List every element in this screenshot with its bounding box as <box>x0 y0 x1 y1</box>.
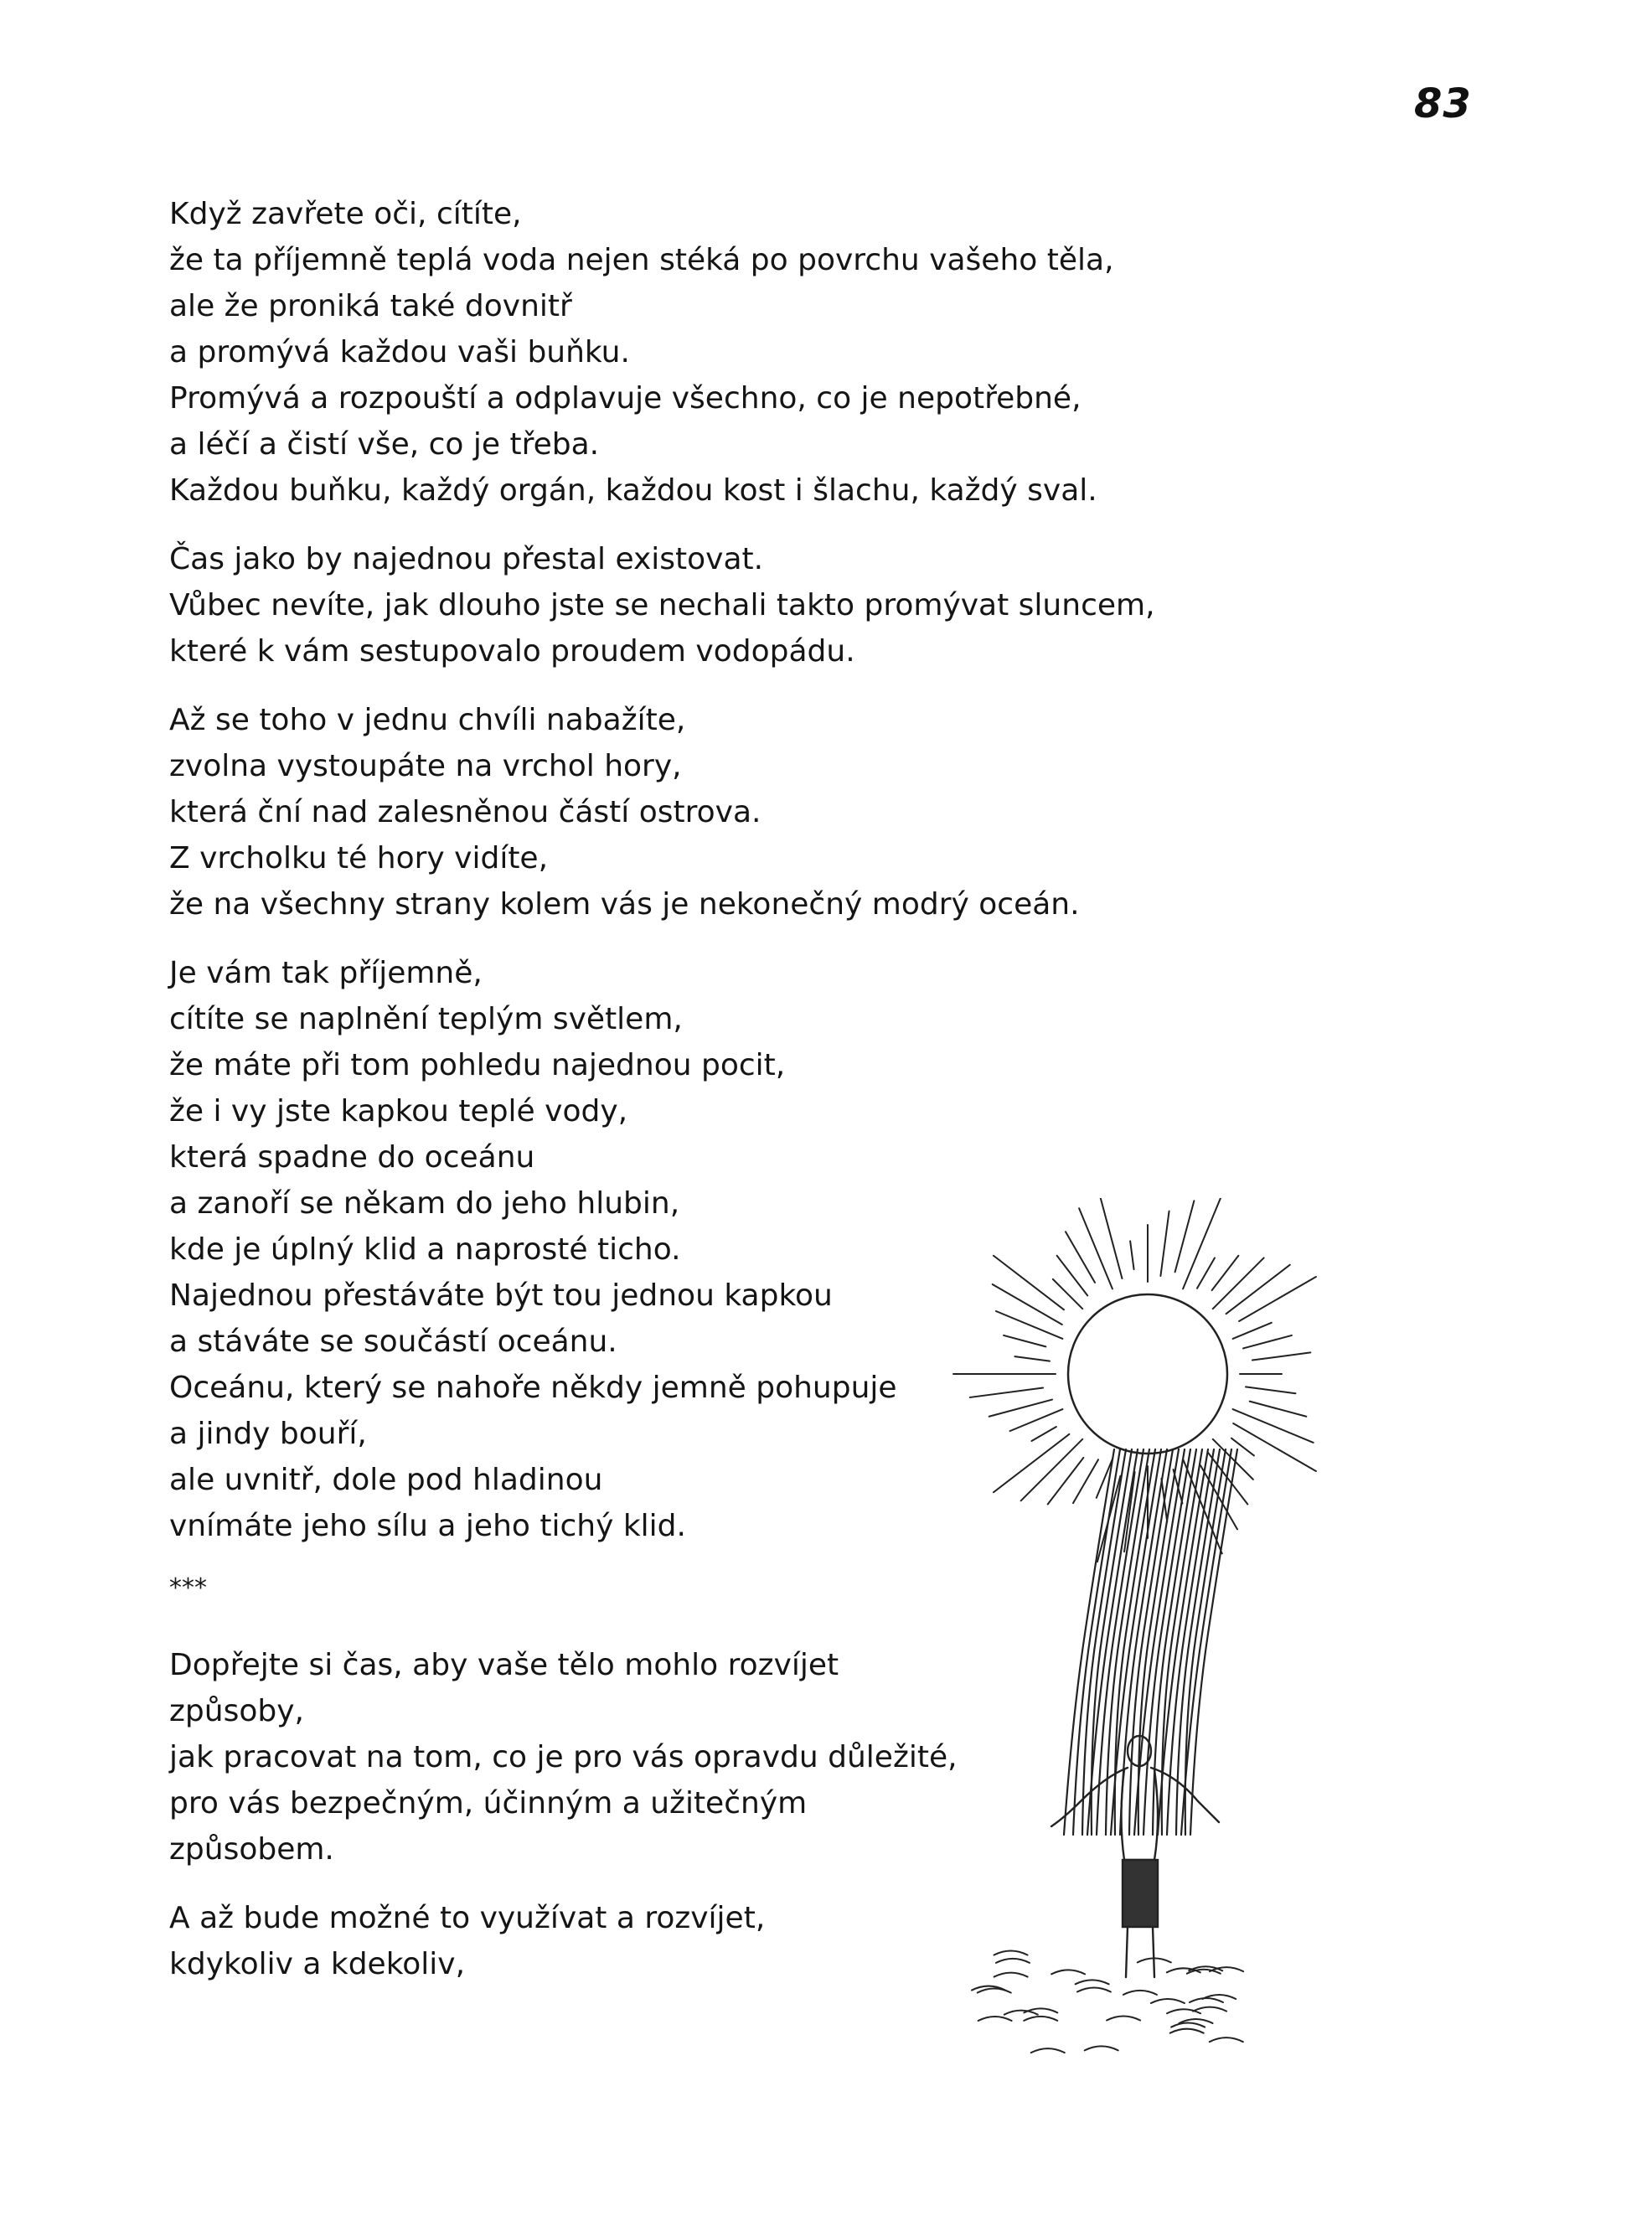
sun-ray-stroke <box>993 1284 1062 1325</box>
splash-stroke <box>1004 2011 1038 2015</box>
splash-stroke <box>1170 2029 1204 2033</box>
waterfall-stroke <box>1185 1449 1226 1835</box>
poem-line: Když zavřete oči, cítíte, <box>169 197 522 231</box>
waterfall-stroke <box>1190 1449 1237 1835</box>
sun-ray-stroke <box>1079 1208 1113 1289</box>
splash-stroke <box>1085 2046 1118 2050</box>
poem-line: Najednou přestáváte být tou jednou kapkou <box>169 1278 833 1313</box>
poem-line: že ta příjemně teplá voda nejen stéká po povrchu vašeho těla, <box>169 243 1114 277</box>
sun-ray-stroke <box>1048 1458 1084 1505</box>
page-number: 83 <box>1414 80 1472 127</box>
sun-ray-stroke <box>1213 1258 1264 1309</box>
poem-line: které k vám sestupovalo proudem vodopádu. <box>169 634 855 669</box>
sun-ray-stroke <box>1031 1427 1056 1441</box>
poem-line: Dopřejte si čas, aby vaše tělo mohlo rozvíjet <box>169 1648 839 1682</box>
poem-line: že i vy jste kapkou teplé vody, <box>169 1094 628 1128</box>
sun-waterfall-illustration-icon <box>938 1198 1491 2153</box>
poem-line: jak pracovat na tom, co je pro vás opravdu důležité, <box>169 1740 958 1774</box>
splash-stroke <box>1024 2017 1057 2021</box>
poem-line: a jindy bouří, <box>169 1417 367 1451</box>
sun-ray-stroke <box>996 1311 1062 1339</box>
section-separator: *** <box>169 1573 207 1603</box>
splash-stroke <box>994 1973 1028 1977</box>
sun-ray-stroke <box>1183 1198 1222 1289</box>
poem-line: ale že proniká také dovnitř <box>169 289 572 323</box>
poem-line: Je vám tak příjemně, <box>169 956 483 990</box>
poem-line: Oceánu, který se nahoře někdy jemně pohupuje <box>169 1371 897 1405</box>
poem-line: ale uvnitř, dole pod hladinou <box>169 1463 603 1497</box>
sun-ray-stroke <box>1197 1258 1215 1288</box>
poem-line: kdykoliv a kdekoliv, <box>169 1947 466 1981</box>
splash-stroke <box>994 1951 1028 1955</box>
poem-line: Každou buňku, každý orgán, každou kost i šlachu, každý sval. <box>169 473 1097 508</box>
sun-ray-stroke <box>1066 1232 1095 1283</box>
stanza <box>169 697 1141 927</box>
sun-ray-stroke <box>1243 1335 1292 1349</box>
splash-stroke <box>1076 1980 1109 1984</box>
splash-stroke <box>1190 1998 1223 2002</box>
poem-line: způsoby, <box>169 1694 304 1728</box>
poem-line: Až se toho v jednu chvíli nabažíte, <box>169 703 686 737</box>
sun-ray-stroke <box>1250 1402 1307 1417</box>
poem-line: a stáváte se součástí oceánu. <box>169 1325 617 1359</box>
sun-ray-stroke <box>989 1400 1052 1417</box>
waterfall-stroke <box>1138 1449 1179 1835</box>
sun-ray-stroke <box>1014 1356 1050 1361</box>
splash-stroke <box>1031 2048 1065 2053</box>
poem-line: zvolna vystoupáte na vrchol hory, <box>169 749 682 783</box>
sun-ray-stroke <box>970 1387 1043 1397</box>
poem-line: Promývá a rozpouští a odplavuje všechno, co je nepotřebné, <box>169 381 1082 416</box>
splash-stroke <box>1107 2016 1140 2020</box>
sun-ray-stroke <box>1160 1211 1169 1276</box>
splash-stroke <box>1151 1999 1185 2003</box>
sun-ray-stroke <box>1097 1198 1123 1278</box>
sun-ray-stroke <box>1252 1352 1310 1360</box>
poem-line: způsobem. <box>169 1832 334 1867</box>
poem-line: kde je úplný klid a naprosté ticho. <box>169 1232 681 1267</box>
poem-line: cítíte se naplnění teplým světlem, <box>169 1002 683 1036</box>
sun-ray-stroke <box>1212 1256 1239 1290</box>
poem-line: Vůbec nevíte, jak dlouho jste se nechali takto promývat sluncem, <box>169 588 1155 622</box>
sun-ray-stroke <box>1231 1438 1254 1456</box>
poem-line: která spadne do oceánu <box>169 1140 535 1175</box>
stanza <box>169 191 1141 514</box>
splash-stroke <box>978 1989 1011 1993</box>
splash-stroke <box>1051 1970 1085 1974</box>
poem-line: Z vrcholku té hory vidíte, <box>169 841 549 875</box>
waterfall-stroke <box>1115 1449 1155 1835</box>
poem-line: a promývá každou vaši buňku. <box>169 335 630 369</box>
poem-line: že na všechny strany kolem vás je nekonečný modrý oceán. <box>169 887 1080 922</box>
poem-line: A až bude možné to využívat a rozvíjet, <box>169 1901 766 1935</box>
splash-stroke <box>1193 2007 1226 2012</box>
sun-ray-stroke <box>1208 1453 1247 1505</box>
sun-ray-stroke <box>1226 1265 1290 1314</box>
splash-stroke <box>996 1959 1030 1963</box>
splash-stroke <box>1123 1991 1157 1995</box>
poem-line: pro vás bezpečným, účinným a užitečným <box>169 1786 808 1821</box>
poem-line: a zanoří se někam do jeho hlubin, <box>169 1186 680 1221</box>
poem-line: vnímáte jeho sílu a jeho tichý klid. <box>169 1509 686 1543</box>
waterfall-stroke <box>1162 1449 1202 1835</box>
poem-line: Čas jako by najednou přestal existovat. <box>169 542 764 576</box>
sun-ray-stroke <box>1239 1277 1316 1321</box>
sun-ray-stroke <box>1246 1387 1295 1393</box>
sun-ray-stroke <box>1130 1241 1133 1269</box>
sun-ray-stroke <box>1233 1409 1314 1443</box>
poem-line: a léčí a čistí vše, co je třeba. <box>169 427 600 462</box>
splash-stroke <box>1210 2037 1243 2042</box>
splash-stroke <box>978 2017 1012 2021</box>
sun-ray-stroke <box>1233 1323 1272 1339</box>
sun-ray-stroke <box>1175 1201 1195 1272</box>
sun-ray-stroke <box>994 1256 1064 1310</box>
poem-line: která ční nad zalesněnou částí ostrova. <box>169 795 761 829</box>
splash-stroke <box>1077 1987 1111 1991</box>
sun-ray-stroke <box>1004 1335 1045 1346</box>
sun-ray-stroke <box>1233 1423 1316 1471</box>
stanza <box>169 536 1155 674</box>
poem-line: že máte při tom pohledu najednou pocit, <box>169 1048 786 1082</box>
splash-stroke <box>1171 2023 1205 2027</box>
